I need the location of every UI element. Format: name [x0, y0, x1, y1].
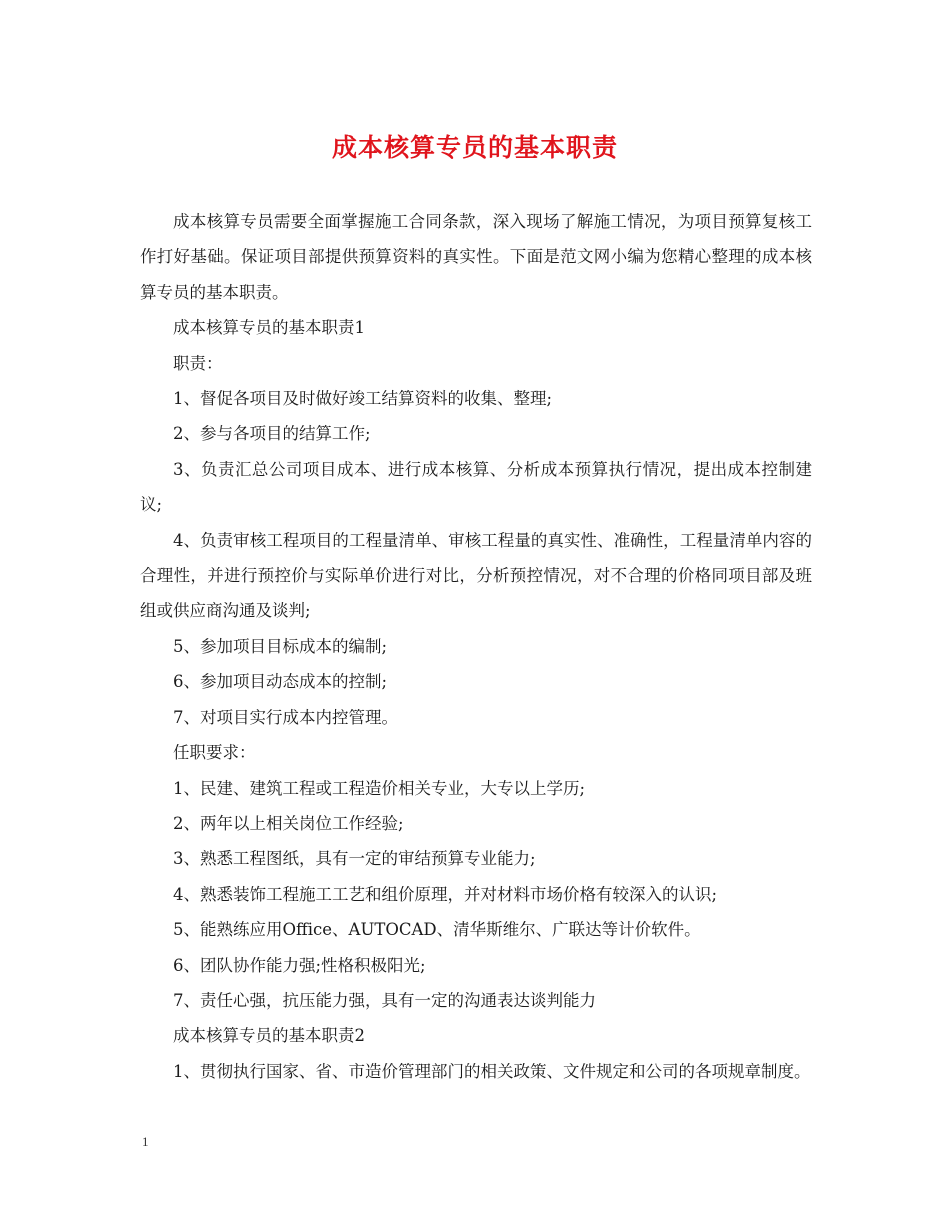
requirement-item: 3、熟悉工程图纸，具有一定的审结预算专业能力; — [173, 849, 536, 869]
duty-item: 5、参加项目目标成本的编制; — [173, 636, 388, 656]
requirement-item: 7、责任心强，抗压能力强，具有一定的沟通表达谈判能力 — [173, 990, 596, 1010]
requirement-item: 2、两年以上相关岗位工作经验; — [173, 813, 404, 833]
section-heading-2: 成本核算专员的基本职责2 — [173, 1026, 365, 1046]
duties-label: 职责： — [173, 353, 223, 373]
duty-item: 2、参与各项目的结算工作; — [173, 424, 371, 444]
page-number: 1 — [142, 1134, 149, 1149]
requirement-item: 4、熟悉装饰工程施工工艺和组价原理，并对材料市场价格有较深入的认识; — [173, 884, 718, 904]
duty-item: 4、负责审核工程项目的工程量清单、审核工程量的真实性、准确性，工程量清单内容的合理性，并进行预控价与实际单价进行对比，分析预控情况，对不合理的价格同项目部及班组或供应商沟通及谈判; — [140, 530, 812, 621]
requirement-item: 6、团队协作能力强;性格积极阳光; — [173, 955, 426, 975]
requirements-label: 任职要求： — [173, 743, 256, 763]
requirement-item: 5、能熟练应用Office、AUTOCAD、清华斯维尔、广联达等计价软件。 — [173, 920, 701, 940]
duty-item: 1、督促各项目及时做好竣工结算资料的收集、整理; — [173, 389, 553, 409]
duty-item: 6、参加项目动态成本的控制; — [173, 672, 388, 692]
requirement-item: 1、民建、建筑工程或工程造价相关专业，大专以上学历; — [173, 778, 586, 798]
paragraph-intro: 成本核算专员需要全面掌握施工合同条款，深入现场了解施工情况，为项目预算复核工作打好基础。保证项目部提供预算资料的真实性。下面是范文网小编为您精心整理的成本核算专员的基本职责。 — [140, 212, 812, 302]
document-body — [140, 204, 812, 1089]
duty-item: 7、对项目实行成本内控管理。 — [173, 707, 398, 727]
document-title: 成本核算专员的基本职责 — [331, 133, 618, 162]
duty-item: 1、贯彻执行国家、省、市造价管理部门的相关政策、文件规定和公司的各项规章制度。 — [173, 1061, 811, 1081]
duty-item: 3、负责汇总公司项目成本、进行成本核算、分析成本预算执行情况，提出成本控制建议; — [140, 459, 812, 515]
section-heading-1: 成本核算专员的基本职责1 — [173, 318, 365, 338]
